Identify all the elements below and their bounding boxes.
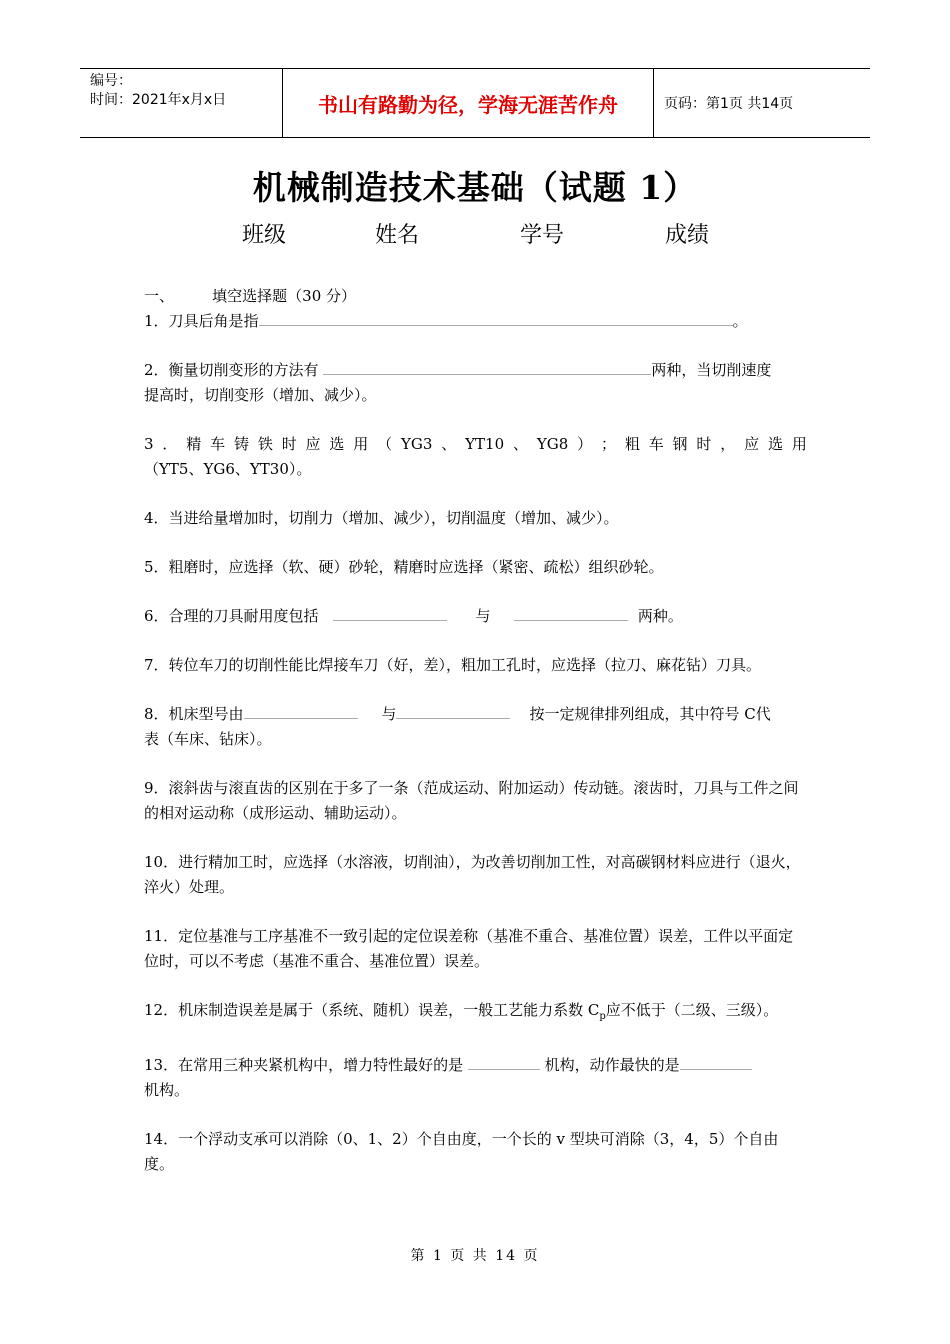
question-10: 10．进行精加工时，应选择（水溶液，切削油），为改善切削加工性，对高碳钢材料应进行（退火，淬火）处理。 xyxy=(144,853,801,896)
question-12: 12．机床制造误差是属于（系统、随机）误差，一般工艺能力系数 $C_p$应不低于（二级、三级）。 xyxy=(144,1001,779,1022)
answer-blank xyxy=(680,1053,752,1070)
answer-blank xyxy=(468,1053,540,1070)
document-date-label: 时间：2021年x月x日 xyxy=(90,92,227,108)
document-title: 机械制造技术基础（试题 1） xyxy=(252,168,698,207)
question-9: 9．滚斜齿与滚直齿的区别在于多了一条（范成运动、附加运动）传动链。滚齿时，刀具与工件之间的相对运动称（成形运动、辅助运动）。 xyxy=(144,779,799,822)
answer-blank xyxy=(514,604,628,621)
question-14: 14．一个浮动支承可以消除（0、1、2）个自由度，一个长的 v 型块可消除（3，4，5）个自由度。 xyxy=(144,1130,779,1173)
question-6: 6．合理的刀具耐用度包括 与 两种。 xyxy=(144,604,807,629)
question-8: 8．机床型号由 与 按一定规律排列组成，其中符号 C代 表（车床、钻床）。 xyxy=(144,702,807,752)
question-4: 4．当进给量增加时，切削力（增加、减少），切削温度（增加、减少）。 xyxy=(144,509,619,527)
question-3-line-2: （YT5、YG6、YT30）。 xyxy=(144,460,312,478)
question-2: 2．衡量切削变形的方法有 两种，当切削速度 提高时，切削变形（增加、减少）。 xyxy=(144,358,807,408)
answer-blank xyxy=(244,702,358,719)
answer-blank xyxy=(259,309,733,326)
name-label: 姓名 xyxy=(375,223,420,248)
answer-blank xyxy=(396,702,510,719)
page-footer: 第 1 页 共 14 页 xyxy=(410,1248,540,1264)
answer-blank xyxy=(323,358,651,375)
question-5: 5．粗磨时，应选择（软、硬）砂轮，精磨时应选择（紧密、疏松）组织砂轮。 xyxy=(144,558,664,576)
question-1: 1．刀具后角是指 。 xyxy=(144,309,807,334)
question-3-line-1: 3 ． 精 车 铸 铁 时 应 选 用 （ YG3 、 YT10 、 YG8 ） ； 粗 车 钢 时 ， 应 选 用 xyxy=(144,435,807,453)
question-11: 11．定位基准与工序基准不一致引起的定位误差称（基准不重合、基准位置）误差，工件以平面定位时，可以不考虑（基准不重合、基准位置）误差。 xyxy=(144,927,794,970)
question-3 xyxy=(144,432,807,482)
class-label: 班级 xyxy=(242,223,287,248)
header-meta xyxy=(80,69,282,137)
question-13: 13．在常用三种夹紧机构中，增力特性最好的是 机构，动作最快的是 机构。 xyxy=(144,1053,807,1103)
answer-blank xyxy=(333,604,447,621)
score-label: 成绩 xyxy=(665,223,710,248)
document-header xyxy=(80,68,870,138)
question-7: 7．转位车刀的切削性能比焊接车刀（好，差），粗加工孔时，应选择（拉刀、麻花钻）刀具。 xyxy=(144,656,762,674)
document-number-label: 编号： xyxy=(90,73,132,89)
student-id-label: 学号 xyxy=(520,223,565,248)
header-motto: 书山有路勤为径，学海无涯苦作舟 xyxy=(282,69,654,137)
question-section xyxy=(144,284,807,1201)
section-heading: 一、 填空选择题（30 分） xyxy=(144,287,357,305)
header-page-info: 页码：第1页 共14页 xyxy=(664,96,794,112)
